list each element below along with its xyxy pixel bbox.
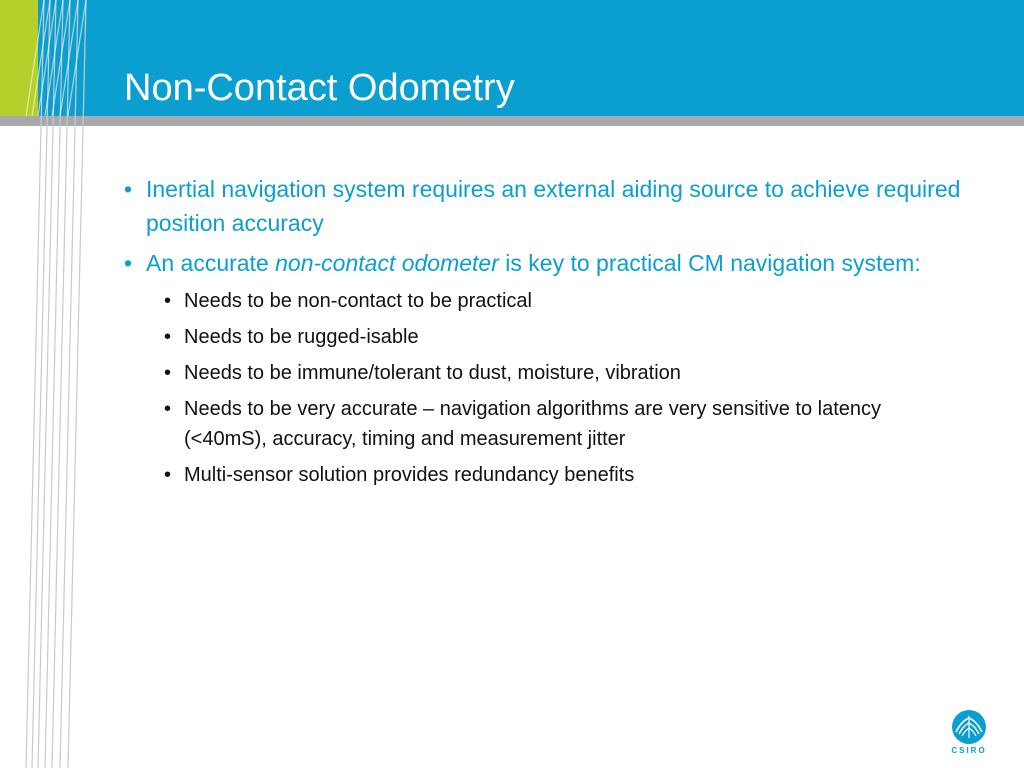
bullet-text-pre: An accurate	[146, 250, 276, 276]
bullet-marker: •	[124, 176, 133, 202]
bullet-marker: •	[164, 398, 172, 420]
sub-bullet-item	[164, 394, 964, 454]
sub-bullet-item	[164, 322, 964, 352]
bullet-text-post: is key to practical CM navigation system:	[498, 250, 921, 276]
slide-body	[124, 172, 964, 496]
sub-bullet-item	[164, 286, 964, 316]
logo-text: CSIRO	[951, 746, 987, 755]
bullet-marker: •	[124, 250, 133, 276]
sub-bullet-text: Needs to be rugged-isable	[184, 326, 419, 348]
green-accent-block	[0, 0, 38, 116]
bullet-marker: •	[164, 362, 172, 384]
bullet-item	[124, 172, 964, 240]
sub-bullet-text: Needs to be immune/tolerant to dust, moisture, vibration	[184, 362, 681, 384]
csiro-logo-icon	[948, 708, 990, 746]
bullet-marker: •	[164, 290, 172, 312]
bullet-text: Inertial navigation system requires an external aiding source to achieve required position accuracy	[146, 176, 961, 236]
slide-title: Non-Contact Odometry	[124, 67, 515, 109]
bullet-item	[124, 246, 964, 280]
sub-bullet-item	[164, 460, 964, 490]
bullet-text-emphasis: non-contact odometer	[275, 250, 499, 276]
header-divider	[0, 116, 1024, 126]
bullet-marker: •	[164, 464, 172, 486]
sub-bullet-text: Needs to be non-contact to be practical	[184, 290, 532, 312]
csiro-logo	[948, 708, 990, 758]
sub-bullet-text: Multi-sensor solution provides redundancy benefits	[184, 464, 635, 486]
sub-bullet-item	[164, 358, 964, 388]
sub-bullet-list	[124, 286, 964, 490]
bullet-marker: •	[164, 326, 172, 348]
sub-bullet-text: Needs to be very accurate – navigation algorithms are very sensitive to latency (<40mS), accuracy, timing and measurement jitter	[184, 398, 882, 450]
